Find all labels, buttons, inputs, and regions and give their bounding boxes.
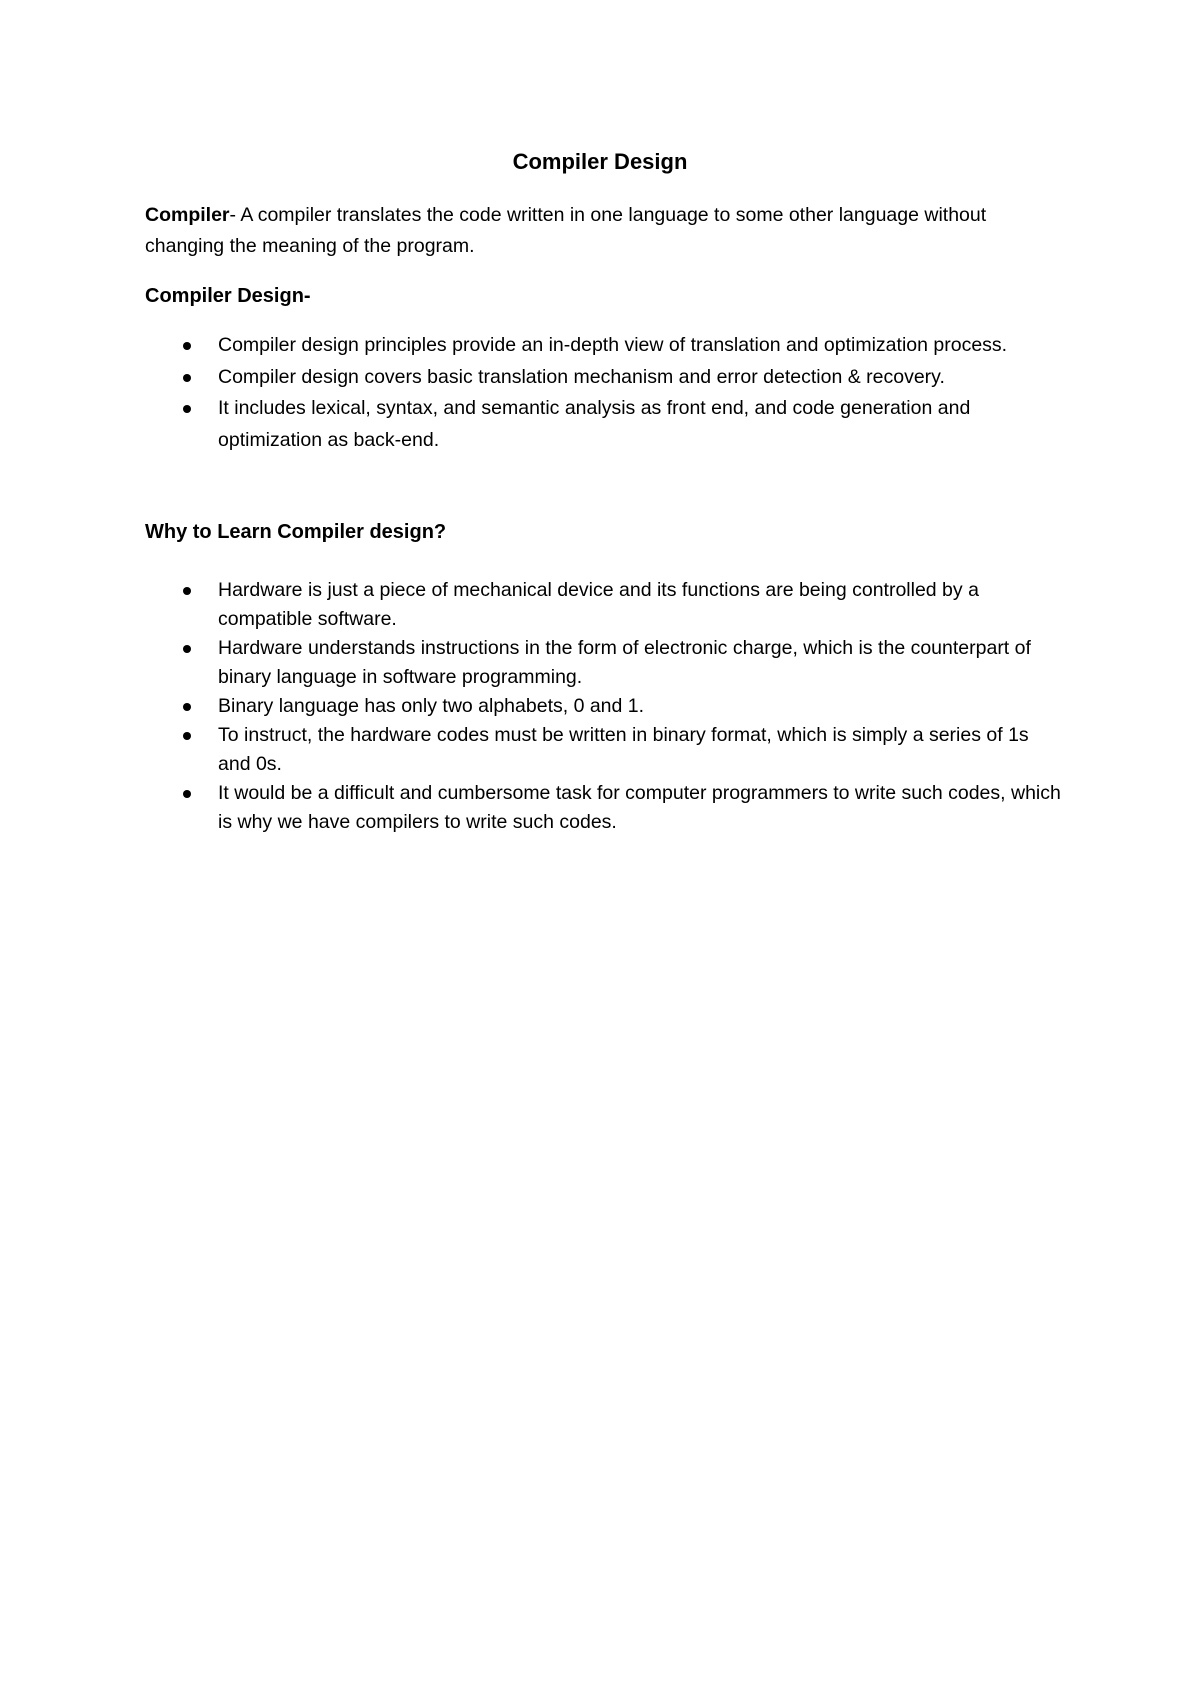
list-item-text: Compiler design covers basic translation mechanism and error detection & recovery. [218, 365, 945, 388]
bullet-icon [183, 645, 191, 653]
list-item-text: It includes lexical, syntax, and semantic analysis as front end, and code generation and optimization as back-end. [218, 397, 971, 451]
list-item-text: It would be a difficult and cumbersome task for computer programmers to write such codes, which is why we have compilers to write such codes. [218, 782, 1061, 833]
list-item [145, 721, 1065, 779]
bullet-icon [183, 374, 191, 382]
compiler-design-list [145, 330, 1065, 456]
bullet-icon [183, 703, 191, 711]
list-item [145, 330, 1065, 362]
intro-term: Compiler [145, 204, 230, 226]
intro-paragraph [145, 200, 1045, 262]
bullet-icon [183, 342, 191, 350]
list-item-text: Hardware understands instructions in the form of electronic charge, which is the counterpart of binary language in software programming. [218, 637, 1031, 688]
section-heading-why-learn: Why to Learn Compiler design? [145, 521, 447, 543]
list-item [145, 692, 1065, 721]
list-item [145, 634, 1065, 692]
document-title: Compiler Design [512, 149, 688, 174]
list-item-text: Binary language has only two alphabets, 0 and 1. [218, 695, 645, 717]
list-item [145, 576, 1065, 634]
list-item [145, 779, 1065, 837]
intro-text: - A compiler translates the code written in one language to some other language without changing the meaning of the program. [145, 204, 987, 257]
list-item-text: To instruct, the hardware codes must be written in binary format, which is simply a series of 1s and 0s. [218, 724, 1029, 775]
list-item-text: Compiler design principles provide an in-depth view of translation and optimization process. [218, 334, 1008, 356]
list-item [145, 393, 1065, 456]
bullet-icon [183, 732, 191, 740]
why-learn-list [145, 576, 1065, 837]
bullet-icon [183, 405, 191, 413]
list-item [145, 362, 1065, 394]
section-heading-compiler-design: Compiler Design- [145, 285, 311, 307]
bullet-icon [183, 587, 191, 595]
bullet-icon [183, 790, 191, 798]
list-item-text: Hardware is just a piece of mechanical device and its functions are being controlled by a compatible software. [218, 579, 979, 630]
